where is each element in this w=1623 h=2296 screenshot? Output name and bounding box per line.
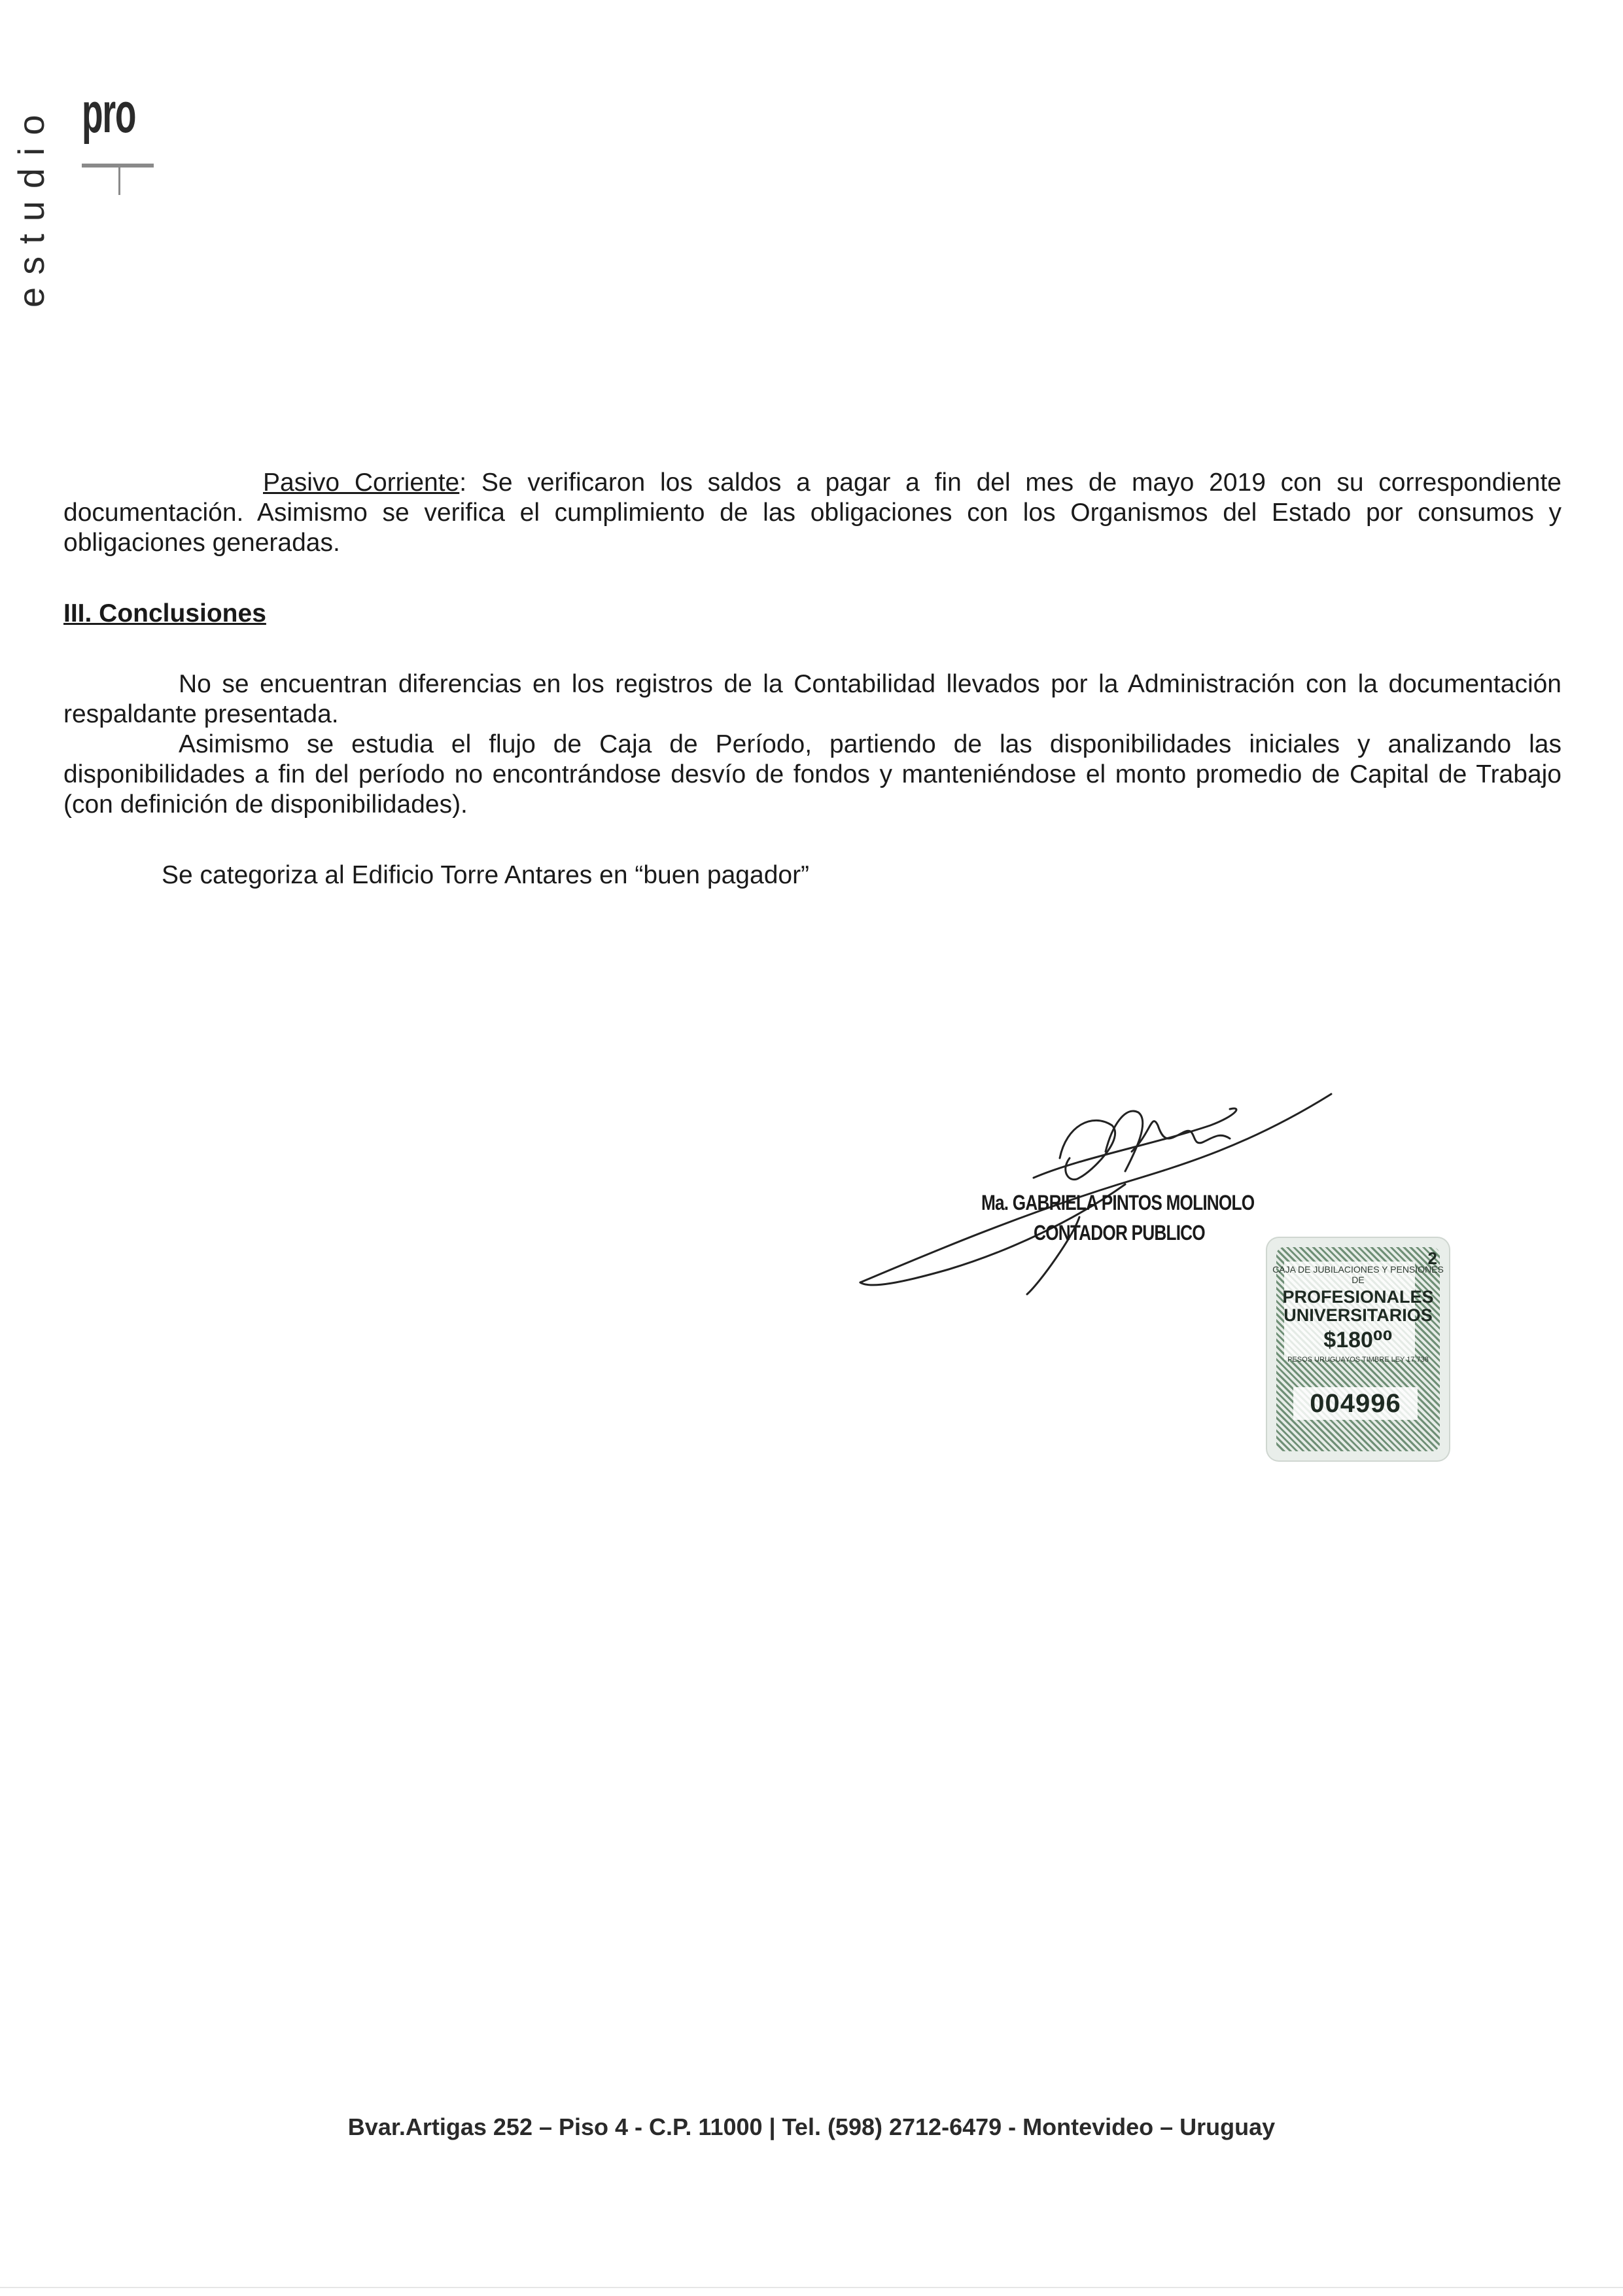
- logo-bar: [82, 164, 154, 168]
- signer-name: Ma. GABRIELA PINTOS MOLINOLO: [981, 1191, 1255, 1214]
- pasivo-corriente-label: Pasivo Corriente: [263, 468, 460, 497]
- conclusion-paragraph-3: Se categoriza al Edificio Torre Antares en “buen pagador”: [162, 861, 810, 889]
- page-bottom-edge: [0, 2287, 1623, 2288]
- stamp-universitarios: UNIVERSITARIOS: [1283, 1305, 1433, 1325]
- stamp-serial-number: 004996: [1293, 1387, 1418, 1420]
- pasivo-corriente-paragraph: [63, 468, 1562, 558]
- footer-address: Bvar.Artigas 252 – Piso 4 - C.P. 11000 | Tel. (598) 2712-6479 - Montevideo – Uruguay: [347, 2113, 1276, 2140]
- signer-title: CONTADOR PUBLICO: [1034, 1221, 1205, 1245]
- stamp-small-print: PESOS URUGUAYOS TIMBRE LEY 17.738: [1287, 1356, 1429, 1364]
- document-body: [63, 468, 1562, 891]
- conclusiones-heading: III. Conclusiones: [63, 599, 266, 627]
- conclusion-paragraph-1: No se encuentran diferencias en los registros de la Contabilidad llevados por la Administración con la documentación respaldante presentada.: [63, 670, 1562, 728]
- pasivo-corriente-text: : Se verificaron los saldos a pagar a fin del mes de mayo 2019 con su correspondiente documentación. Asimismo se verifica el cumplimiento de las obligaciones con los Organismos del Estado por consumos y obligaciones generadas.: [63, 468, 1562, 557]
- estudio-pro-logo: [10, 82, 173, 360]
- stamp-profesionales: PROFESIONALES: [1282, 1287, 1434, 1307]
- stamp-corner-number: 2: [1427, 1248, 1437, 1268]
- logo-pro-text: pro: [82, 82, 136, 145]
- logo-estudio-text: estudio: [10, 102, 52, 308]
- professional-stamp: [1267, 1238, 1449, 1460]
- logo-stem: [118, 164, 120, 195]
- stamp-caja-text: CAJA DE JUBILACIONES Y PENSIONES DE: [1272, 1264, 1444, 1285]
- conclusion-paragraph-2: Asimismo se estudia el flujo de Caja de Período, partiendo de las disponibilidades iniciales y analizando las disponibilidades a fin del período no encontrándose desvío de fondos y manteniéndose el monto promedio de Capital de Trabajo (con definición de disponibilidades).: [63, 730, 1562, 819]
- stamp-price: $180⁰⁰: [1323, 1328, 1393, 1352]
